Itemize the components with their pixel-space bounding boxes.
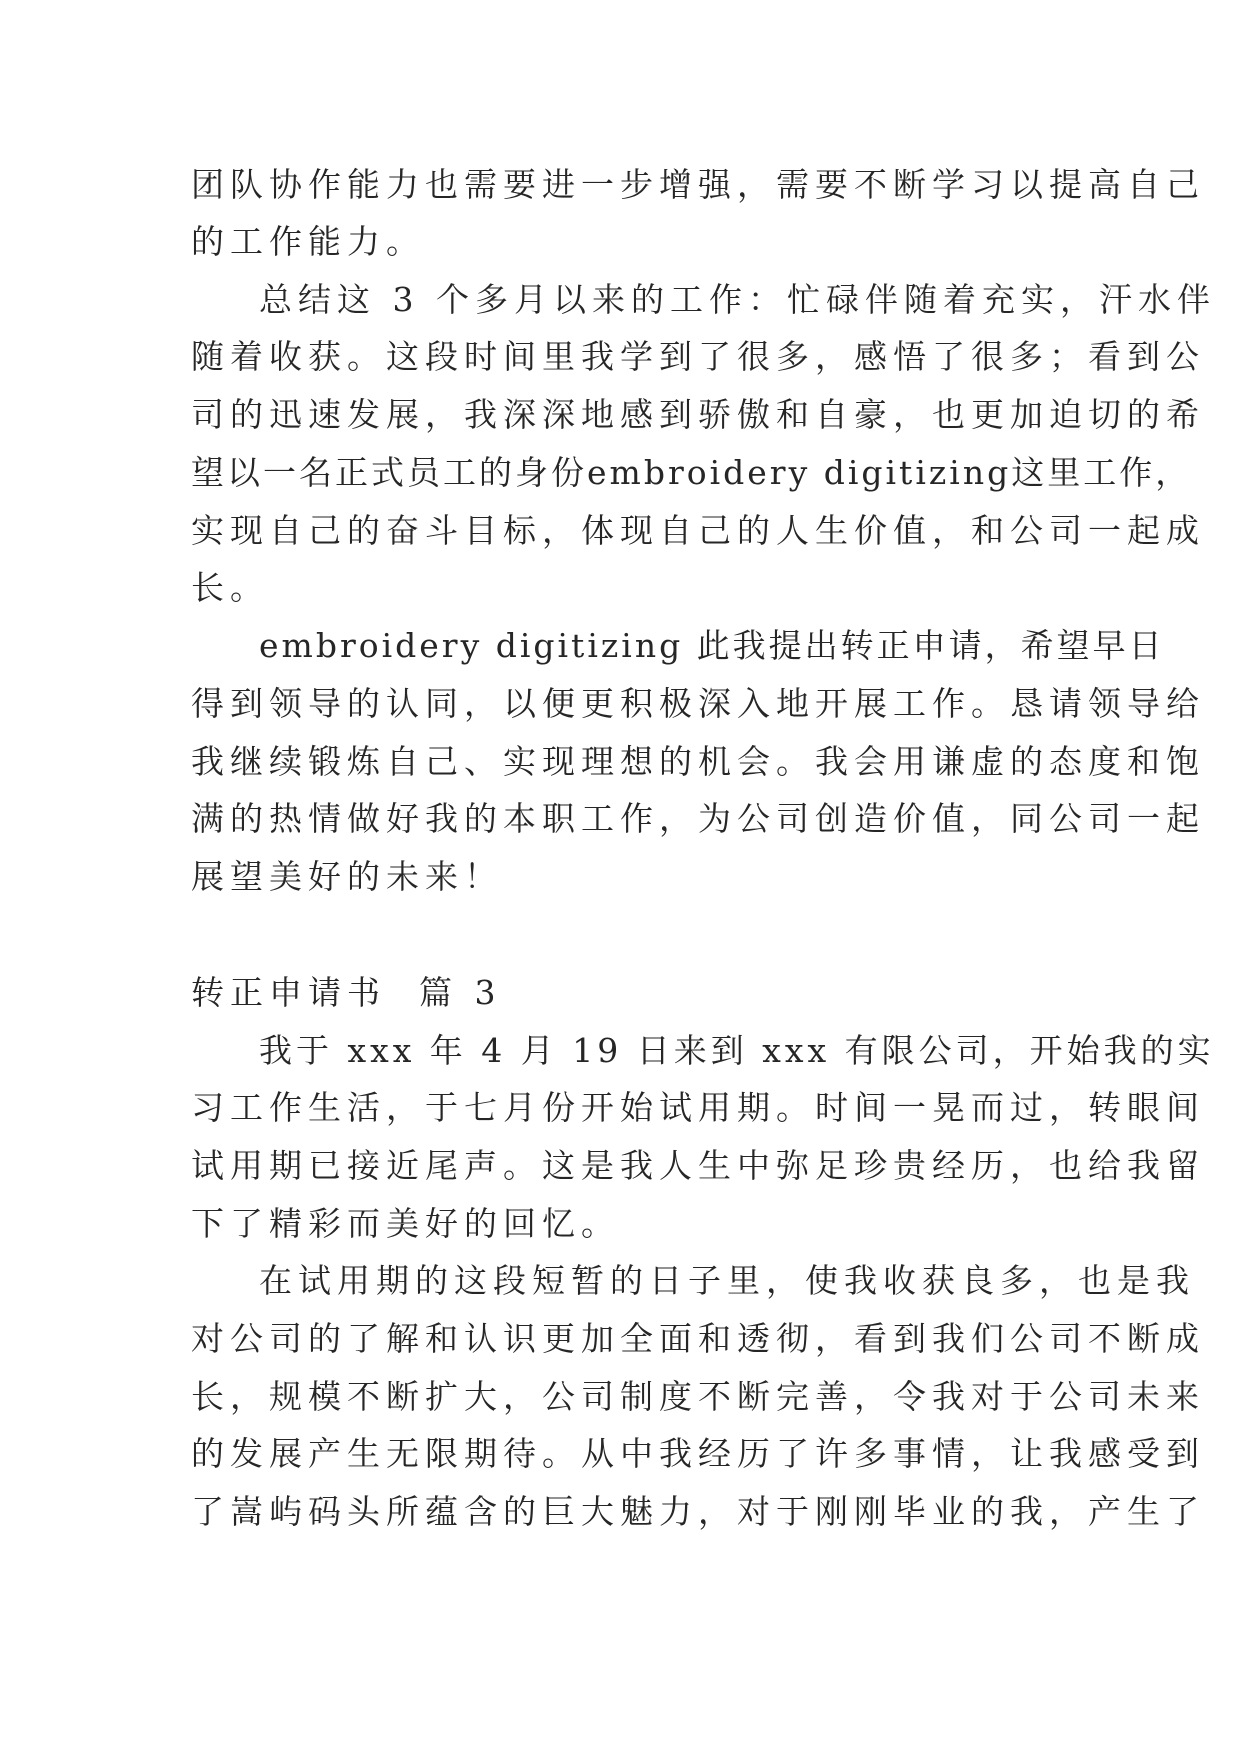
text-line: 的工作能力。 [191, 222, 425, 261]
text-line: 下了精彩而美好的回忆。 [191, 1204, 620, 1243]
text-line: 习工作生活，于七月份开始试用期。时间一晃而过，转眼间 [191, 1088, 1205, 1127]
text-line: 实现自己的奋斗目标，体现自己的人生价值，和公司一起成 [191, 511, 1205, 550]
text-line: 的发展产生无限期待。从中我经历了许多事情，让我感受到 [191, 1434, 1205, 1473]
document-body [191, 0, 1216, 1754]
text-line: 我继续锻炼自己、实现理想的机会。我会用谦虚的态度和饱 [191, 742, 1205, 781]
paragraph-first-line: 我于 xxx 年 4 月 19 日来到 xxx 有限公司，开始我的实 [259, 1031, 1215, 1070]
text-line: 试用期已接近尾声。这是我人生中弥足珍贵经历，也给我留 [191, 1146, 1205, 1185]
paragraph-first-line: 在试用期的这段短暂的日子里，使我收获良多，也是我 [259, 1261, 1195, 1300]
section-heading: 转正申请书 篇 3 [191, 973, 502, 1012]
text-line: 满的热情做好我的本职工作，为公司创造价值，同公司一起 [191, 799, 1205, 838]
text-line: 了嵩屿码头所蕴含的巨大魅力，对于刚刚毕业的我，产生了 [191, 1492, 1205, 1531]
text-line: 望以一名正式员工的身份embroidery digitizing这里工作， [191, 453, 1192, 492]
text-line: 对公司的了解和认识更加全面和透彻，看到我们公司不断成 [191, 1319, 1205, 1358]
text-line: 团队协作能力也需要进一步增强，需要不断学习以提高自己 [191, 165, 1205, 204]
text-line: 随着收获。这段时间里我学到了很多，感悟了很多；看到公 [191, 337, 1205, 376]
paragraph-first-line: 总结这 3 个多月以来的工作：忙碌伴随着充实，汗水伴 [259, 280, 1216, 319]
text-line: 展望美好的未来！ [191, 857, 503, 896]
text-line: 得到领导的认同，以便更积极深入地开展工作。恳请领导给 [191, 684, 1205, 723]
text-line: 司的迅速发展，我深深地感到骄傲和自豪，也更加迫切的希 [191, 395, 1205, 434]
paragraph-first-line: embroidery digitizing 此我提出转正申请，希望早日 [259, 626, 1165, 665]
text-line: 长。 [191, 568, 269, 607]
text-line: 长，规模不断扩大，公司制度不断完善，令我对于公司未来 [191, 1377, 1205, 1416]
